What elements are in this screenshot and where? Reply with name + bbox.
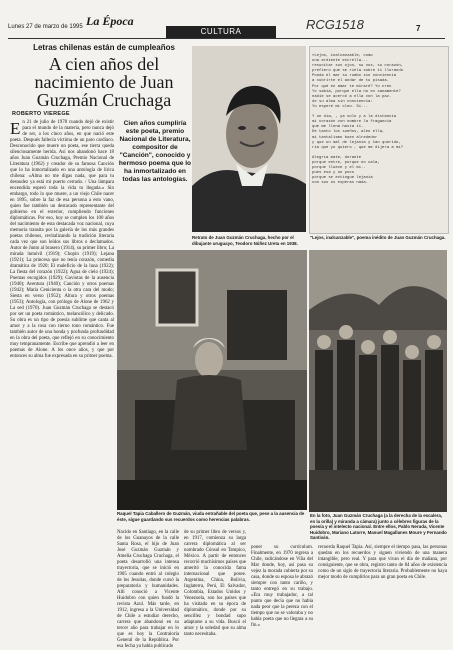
- poem-line: Ponda el mar su rumbo sin conciencia: [312, 74, 397, 79]
- poem-line: porque llueve y el mi..: [312, 166, 366, 171]
- article-column-3: de su primer libro de versos y, en 1917, comienza su larga carrera diplomática al ser nombrado Cónsul en Tampico, México. A partir de entonces recorrió muchísimos países que ameritó la conocida fama internacional que posee. Argentina, China, Bolivia, Inglaterra, Perú, El Salvador, Colombia, Estados Unidos y Venezuela, son los países que ha visitado en su época de diplomático, donde por su sencillez y bondad supo adaptarse a su vida. Buscó el amor y la soledad que su alma tanto necesitaba.: [184, 530, 246, 637]
- article-column-5: recuerda Raquel Tapia. Así, siempre el tiempo pasa, las personas quedan en los recuerdos y siguen viviendo de una manera intangible, pero real. Y para que vivan el día de mañana, por consiguiente, que se obra, registro tanto de 84 años de existencia como de un siglo de trayectoria literaria. Probablemente no haya mejor modo de cumplirlos para un gran poeta en Chile.: [318, 545, 447, 580]
- poem-caption: "Lejos, inalcanzable", poema inédito de Juan Guzmán Cruchaga.: [310, 235, 446, 240]
- issue-date: Lunes 27 de marzo de 1995: [8, 24, 83, 30]
- portrait-caption: Retrato de Juan Guzmán Cruchaga, hecho por el dibujante uruguayo, Teodoro Núñez Ureta en 1938.: [192, 235, 298, 246]
- byline: ROBERTO VIEREGE: [12, 111, 70, 117]
- group-caption: En la foto, Juan Guzmán Cruchaga (a la derecha de la escalera, en la orilla) y miranda a cámara) junto a célebres figuras de la poesía y el intelecto nacional. Entre ellos, Pablo Neruda, Vicente Huidobro, Mariano Latorre, Manuel Magallanes Moure y Fernando Santiván.: [310, 513, 447, 541]
- poem-line: «Lejos, inalcanzable, como: [312, 54, 373, 58]
- widow-scene: [117, 250, 307, 510]
- poem-line: y que un mal de lejanía y tan querido,: [312, 140, 401, 145]
- article-column-2: Nacido en Santiago, en la calle de los Guanayos de la calle Santa Rosa, el hijo de Juan José Guzmán Guzmán y Amelia Cruchaga Cruchaga, el poeta desarrolló una intensa trayectoria, que se inició en 1905 cuando entró al colegio de los Jesuitas, donde cursó la preparatoria y humanidades. Allí conoció a Vicente Huidobro con quien fundó la revista Azul. Más tarde, en 1912, ingresa a la Universidad de Chile a estudiar derecho, carrera que abandonó en su tercer año para trabajar en lo que es hoy la Contraloría General de la República. Por esa fecha ya había publicado: [117, 530, 179, 649]
- poem-line: Alegría mate, durante: [312, 155, 362, 160]
- poem-line: prefiero que se riela sobre ti llorando: [312, 69, 404, 74]
- drop-cap: E: [10, 119, 21, 138]
- poem-line: con sus os esperas nada.: [312, 181, 369, 186]
- widow-photo: [117, 250, 307, 510]
- poem-line: nadie se acercó a ella con la paz.: [312, 94, 392, 99]
- header-rule: [8, 38, 445, 39]
- newspaper-logo: La Época: [86, 14, 134, 28]
- article-deck: Cien años cumpliría este poeta, premio Nacional de Literatura, compositor de "Canción", conocido y hermoso poema que lo ha inmortalizado en todas las antologías.: [118, 120, 192, 183]
- poem-line: Yo sabía, porque ella no es sanamente?: [312, 89, 401, 94]
- poem-line: mi tantalismo buen alrededor: [312, 135, 378, 140]
- poem-text: [312, 54, 444, 186]
- poem-line: de su alma sin conciencia:: [312, 99, 373, 104]
- archive-stamp: RCG1518: [306, 17, 364, 32]
- widow-caption: Raquel Tapia Caballero de Guzmán, viuda entrañable del poeta que, pese a la ausencia de éste, sigue guardando sus recuerdos como herencias palabras.: [117, 511, 305, 522]
- poem-line: porque entre, porque no cala,: [312, 160, 380, 165]
- poem-line: una ardiente estrella...: [312, 59, 369, 64]
- poet-portrait-photo: [192, 46, 306, 232]
- group-photo: [309, 250, 447, 512]
- poem-line: a cubrirte el andar de tu pisada.: [312, 79, 390, 84]
- poem-line: porque se extingue lejanía: [312, 176, 373, 181]
- poem-line: mi corazón con nombre la fragancia: [312, 120, 392, 125]
- portrait-drawing: [192, 46, 306, 232]
- poem-line: Yo esperé mi cleo. Sí...: [312, 104, 369, 109]
- headline: A cien años del nacimiento de Juan Guzmán Cruchaga: [34, 54, 174, 110]
- page-number: 7: [416, 24, 421, 33]
- column-1-text: n 21 de julio de 1978 cuando dejó de existir para el mundo de la materia, pero nunca dejó de ser, a los cinco años, en que nació este poeta. Después fallecía víctima de un paro cardíaco. Desconocido que muere un poeta, ese tierra queda silenciosamente herida. Así nos abandonó hace 18 años Juan Guzmán Cruchaga, Premio Nacional de Literatura (1962) y creador de su famosa Canción que lo ha inmortalizado en una antología de lírica chilena: «Alma no me digas nada, que para tu desnudez ya está mi puerto cerrado. / Una lámpara encendida esperó toda la vida tu llegada.» Sin embargo, todo lo que muere, a un viejo Chile nacer en 1895, sobre la faz de esa persona a esto vano, quien fue también un destacado representante del gobierno en el exterior, cumpliendo funciones diplomáticas. Por eso, hoy se cumplen los 100 años del nacimiento de esta destacada voz nacional, cuya memoria transita por la galería de los más grandes poetas chilenos, revitalizando la tradición literaria cada vez que son leídos sus libros o declamados. Autor de Junto al brasero (1914), su primer libro; La mirada inmóvil (1919); Chopin (1919); Lejana (1921); La princesa que no tenía corazón, comedia dramática de 1920; El maleficio de la luna (1922); La fiesta del corazón (1922); Agua de cielo (1924); Poemas escogidos (1929); Gaviotas de la ausencia (1940); Aventura (1940); Canción y otros poemas (1942); María Cenicienta o la otra cara del modo; Siesta en verso (1952); Altura y otros poemas (1953); Antología, con prólogo de Alone de 1962 y La sed (1970). Juan Guzmán Cruchaga se destacó por ser un poeta romántico, melancólico y delicado. Su obra es un tipo de poesía sublime que canta al amor y a la rosa con tierno tono romántico. Fue también autor de una honda y profunda profundidad en la obra del poeta, que reflejó en su conocimiento muy tempranamente. Escribe que aprendió a leer en poemas de Alone. A los once años, y que por entonces su alma fue expresada en su primer poema.: [10, 120, 114, 359]
- article-column-4: poner su currículum. Finalmente, en 1970 regresa a Chile, radicándose en Viña del Mar donde, hoy, así pasa su vejez la morada cubierta por su casa, donde su esposa le abrazó siempre con tanto cariño, y tanto entregó en su trabajo. «Era muy trabajador, a tal punto que decía que no había nada peor que la pereza con el tiempo que no se valoraba y no había poeta que no llegara a su fin.»: [251, 545, 313, 628]
- section-label: CULTURA: [166, 26, 276, 38]
- poem-line: De tanto los sueños, aleo ella,: [312, 130, 385, 135]
- article-column-1: [10, 120, 114, 596]
- poem-line: que me llena hasta ti.: [312, 125, 364, 130]
- poem-line: Por qué en amar te miraré? Yo creo: [312, 84, 392, 89]
- group-scene: [309, 250, 447, 512]
- poem-line: Y un día, , ya solo y a la distancia: [312, 115, 397, 120]
- kicker: Letras chilenas están de cumpleaños: [33, 43, 175, 52]
- poem-line: resucitar sus ojos, su voz, su corazón,: [312, 64, 404, 69]
- poem-line: pues esa y un poco: [312, 171, 355, 176]
- poem-line: ria que yo quiero , que me dijera a mí?: [312, 145, 404, 150]
